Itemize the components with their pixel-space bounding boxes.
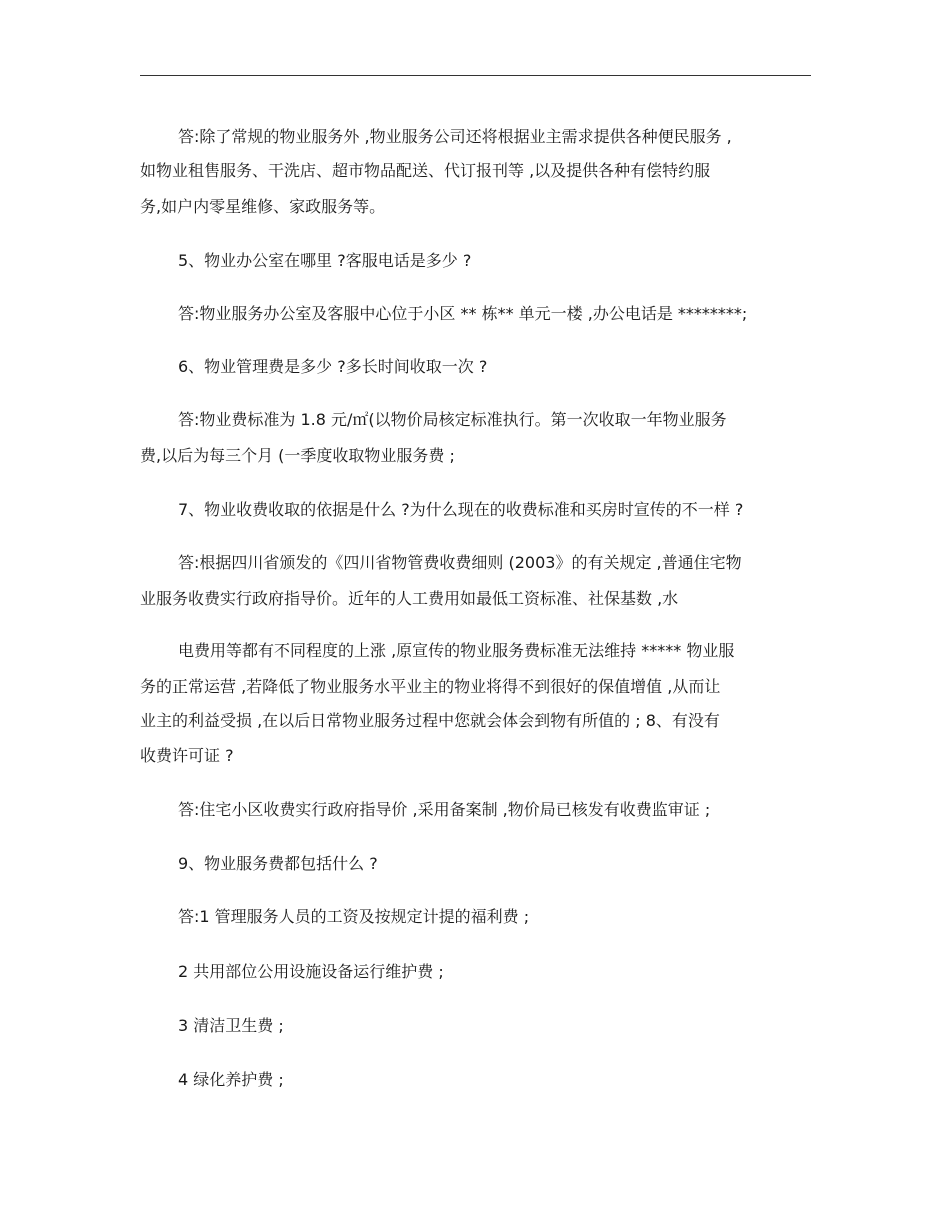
question-9: 9、物业服务费都包括什么 ?	[178, 854, 378, 873]
answer-8: 答:住宅小区收费实行政府指导价 ,采用备案制 ,物价局已核发有收费监审证 ;	[178, 800, 711, 819]
question-8-end: 收费许可证 ?	[140, 746, 234, 765]
question-7: 7、物业收费收取的依据是什么 ?为什么现在的收费标准和买房时宣传的不一样 ?	[178, 500, 744, 519]
answer-7-line-3: 电费用等都有不同程度的上涨 ,原宣传的物业服务费标准无法维持 ***** 物业服	[178, 641, 735, 660]
answer-5: 答:物业服务办公室及客服中心位于小区 ** 栋** 单元一楼 ,办公电话是 ********;	[178, 304, 748, 323]
answer-7-line-2: 业服务收费实行政府指导价。近年的人工费用如最低工资标准、社保基数 ,水	[140, 589, 679, 608]
answer-6-line-2: 费,以后为每三个月 (一季度收取物业服务费 ;	[140, 446, 455, 465]
answer-9-item-2: 2 共用部位公用设施设备运行维护费 ;	[178, 962, 444, 981]
header-rule	[140, 75, 811, 76]
text-line-3: 务,如户内零星维修、家政服务等。	[140, 197, 386, 216]
question-6: 6、物业管理费是多少 ?多长时间收取一次 ?	[178, 357, 488, 376]
answer-7-line-5: 业主的利益受损 ,在以后日常物业服务过程中您就会体会到物有所值的 ; 8、有没有	[140, 711, 720, 730]
question-5: 5、物业办公室在哪里 ?客服电话是多少 ?	[178, 251, 472, 270]
text-line-1: 答:除了常规的物业服务外 ,物业服务公司还将根据业主需求提供各种便民服务 ,	[178, 127, 732, 146]
answer-7-line-1: 答:根据四川省颁发的《四川省物管费收费细则 (2003》的有关规定 ,普通住宅物	[178, 553, 742, 572]
answer-9-item-3: 3 清洁卫生费 ;	[178, 1016, 284, 1035]
text-line-2: 如物业租售服务、干洗店、超市物品配送、代订报刊等 ,以及提供各种有偿特约服	[140, 161, 711, 180]
answer-7-line-4: 务的正常运营 ,若降低了物业服务水平业主的物业将得不到很好的保值增值 ,从而让	[140, 677, 721, 696]
answer-9-item-1: 答:1 管理服务人员的工资及按规定计提的福利费 ;	[178, 907, 530, 926]
answer-9-item-4: 4 绿化养护费 ;	[178, 1070, 284, 1089]
answer-6-line-1: 答:物业费标准为 1.8 元/㎡(以物价局核定标准执行。第一次收取一年物业服务	[178, 410, 727, 429]
